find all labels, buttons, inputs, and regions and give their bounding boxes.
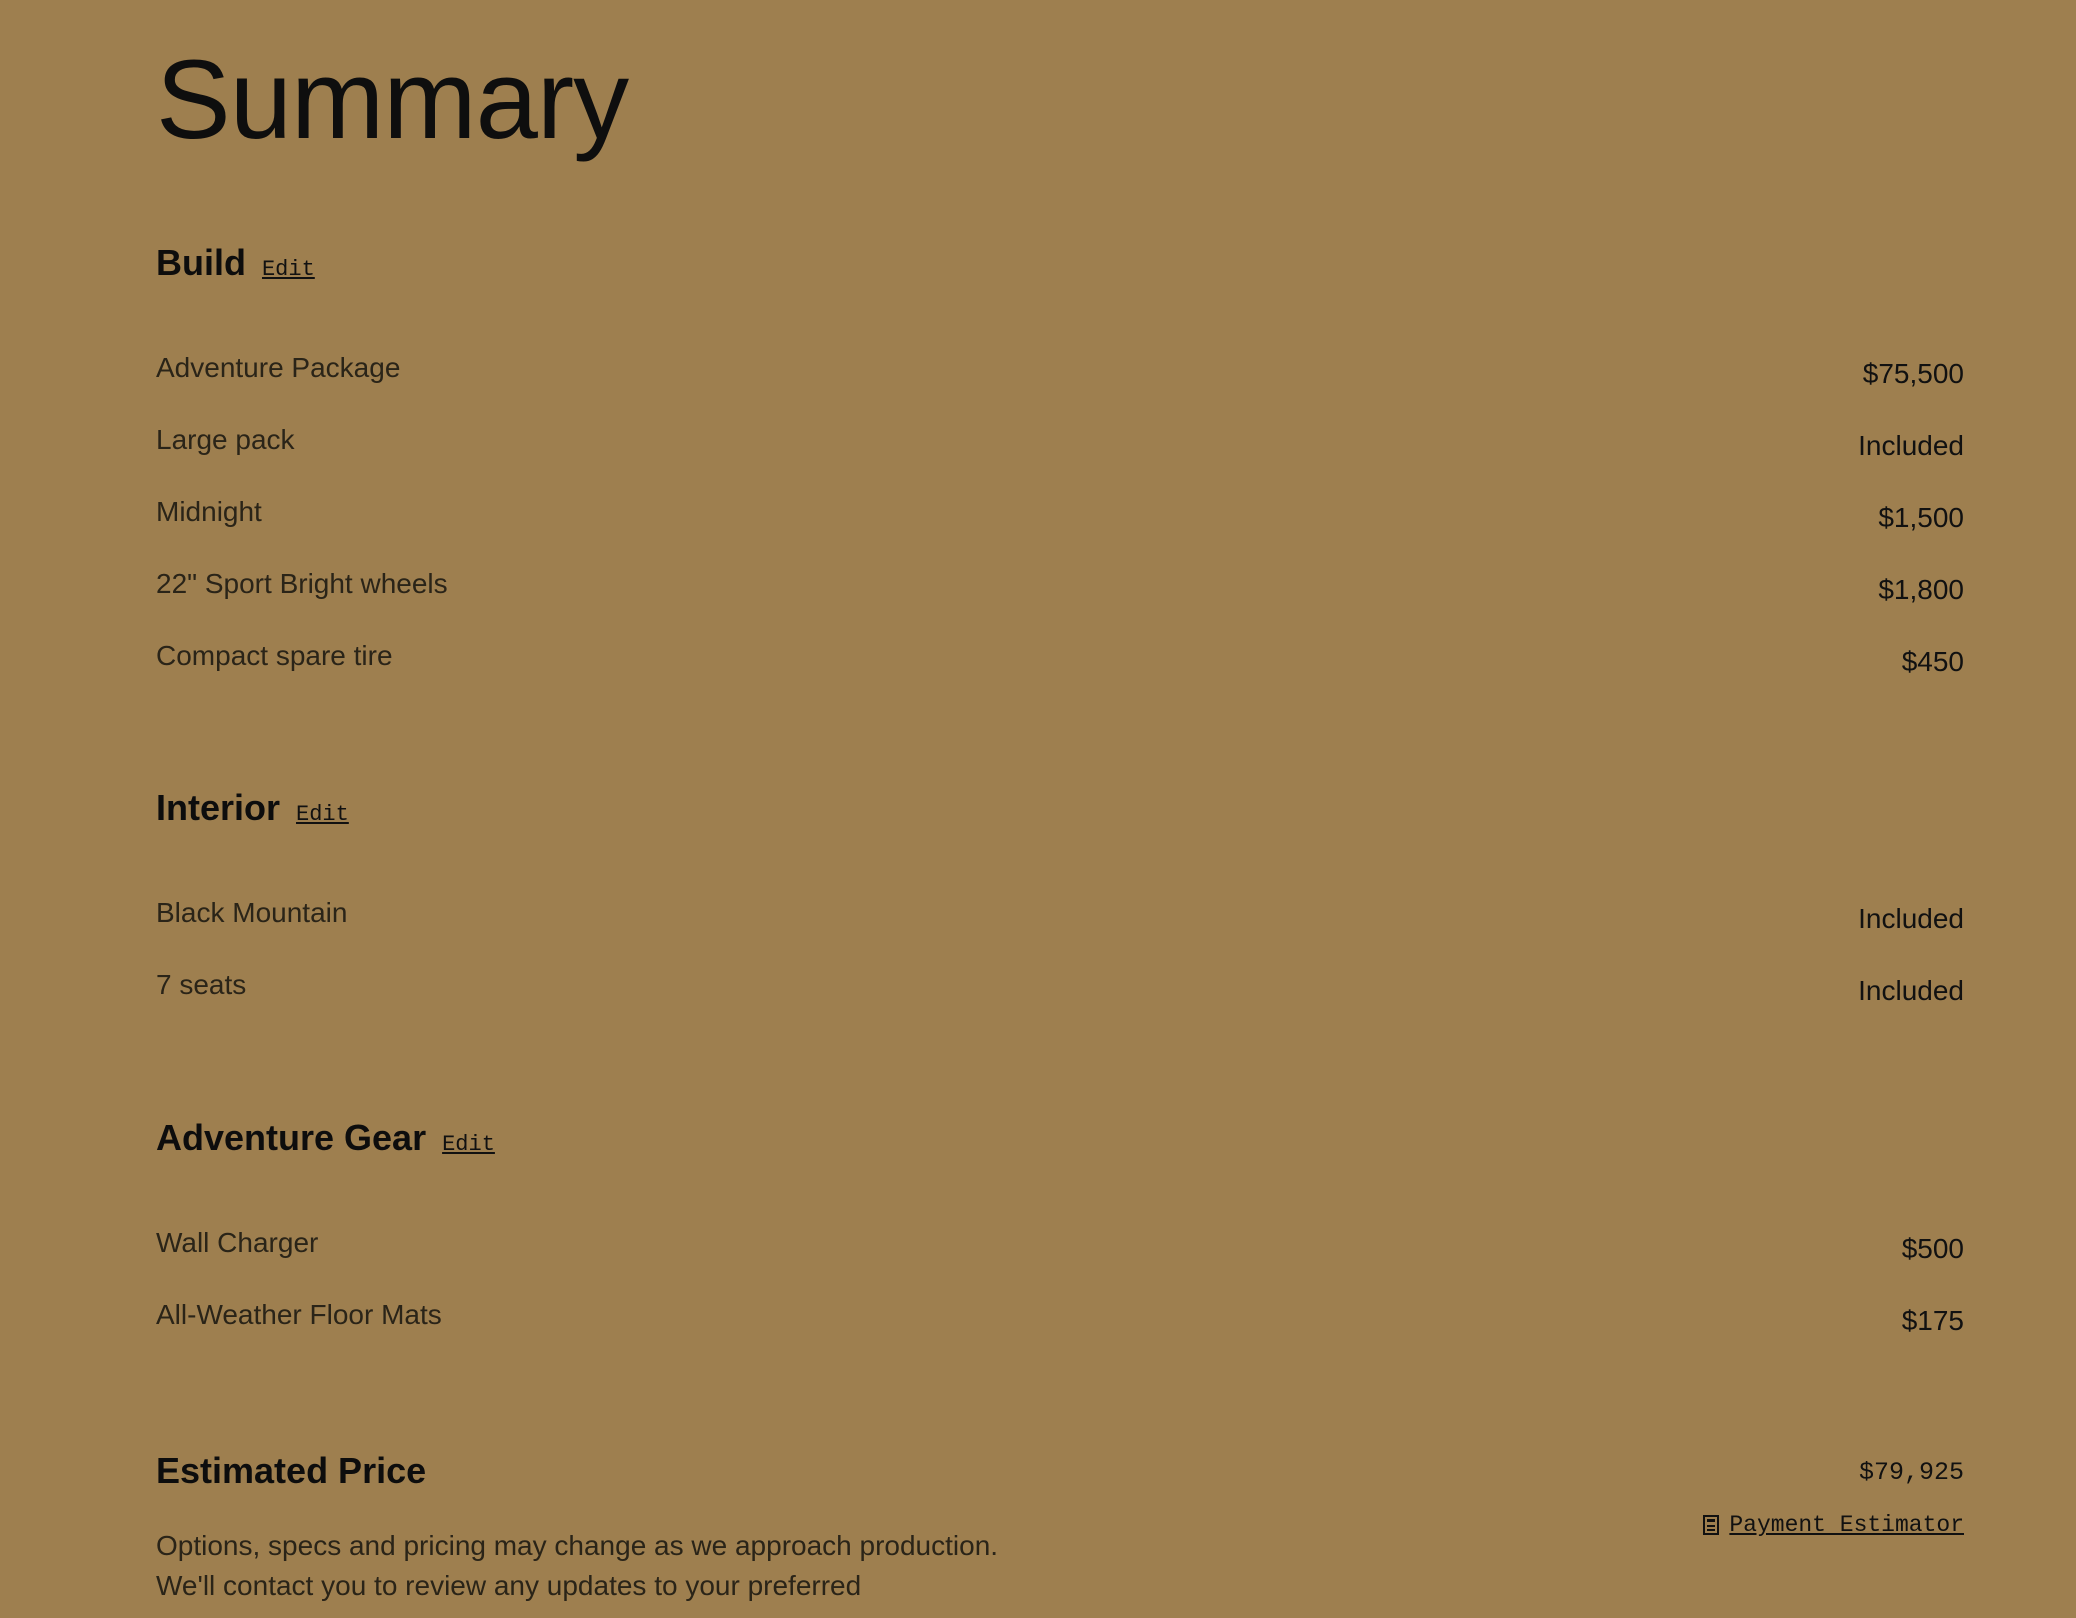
- section-title: Adventure Gear: [156, 1117, 427, 1158]
- line-item: [156, 568, 1964, 640]
- line-item: [156, 640, 1964, 712]
- pricing-disclaimer: Options, specs and pricing may change as we approach production. We'll contact you to review any updates to your preferred: [156, 1530, 999, 1601]
- section-header: [156, 1117, 1964, 1177]
- line-item-label: Midnight: [156, 496, 262, 527]
- line-item-price: $500: [1901, 1233, 1964, 1264]
- payment-estimator-label: Payment Estimator: [1729, 1512, 1964, 1538]
- line-item-label: Wall Charger: [156, 1227, 319, 1258]
- section-title: Interior: [156, 787, 281, 828]
- payment-estimator-link[interactable]: [1703, 1512, 1964, 1538]
- calculator-icon: [1703, 1515, 1719, 1535]
- line-item-label: All-Weather Floor Mats: [156, 1299, 442, 1330]
- line-item-price: $450: [1901, 646, 1964, 677]
- line-item-label: 22" Sport Bright wheels: [156, 568, 448, 599]
- line-item-price: Included: [1858, 430, 1964, 461]
- section-header: [156, 787, 1964, 847]
- line-item: [156, 1227, 1964, 1299]
- line-item: [156, 1299, 1964, 1371]
- section-interior: [156, 787, 1964, 1041]
- section-adventure-gear: [156, 1117, 1964, 1371]
- line-item: [156, 969, 1964, 1041]
- edit-build-link[interactable]: Edit: [261, 257, 315, 282]
- line-item-label: Black Mountain: [156, 897, 348, 928]
- line-item: [156, 352, 1964, 424]
- estimated-price-value: $79,925: [1858, 1458, 1964, 1487]
- line-item-price: $1,800: [1878, 574, 1964, 605]
- line-item: [156, 496, 1964, 568]
- line-item: [156, 897, 1964, 969]
- section-title: Build: [156, 242, 246, 283]
- line-item-price: $175: [1901, 1305, 1964, 1336]
- line-item-price: Included: [1858, 975, 1964, 1006]
- line-item-label: Adventure Package: [156, 352, 401, 383]
- page-title: Summary: [156, 37, 629, 162]
- line-item-price: $1,500: [1878, 502, 1964, 533]
- line-item: [156, 424, 1964, 496]
- line-item-price: $75,500: [1862, 358, 1964, 389]
- edit-interior-link[interactable]: Edit: [296, 802, 349, 827]
- line-item-label: Large pack: [156, 424, 295, 455]
- line-item-label: Compact spare tire: [156, 640, 393, 671]
- estimated-price-section: [156, 1450, 1964, 1601]
- edit-adventure-gear-link[interactable]: Edit: [442, 1132, 495, 1157]
- line-item-price: Included: [1858, 903, 1964, 934]
- line-item-label: 7 seats: [156, 969, 247, 1000]
- section-header: [156, 242, 1964, 302]
- estimated-price-title: Estimated Price: [156, 1450, 427, 1491]
- section-build: [156, 242, 1964, 712]
